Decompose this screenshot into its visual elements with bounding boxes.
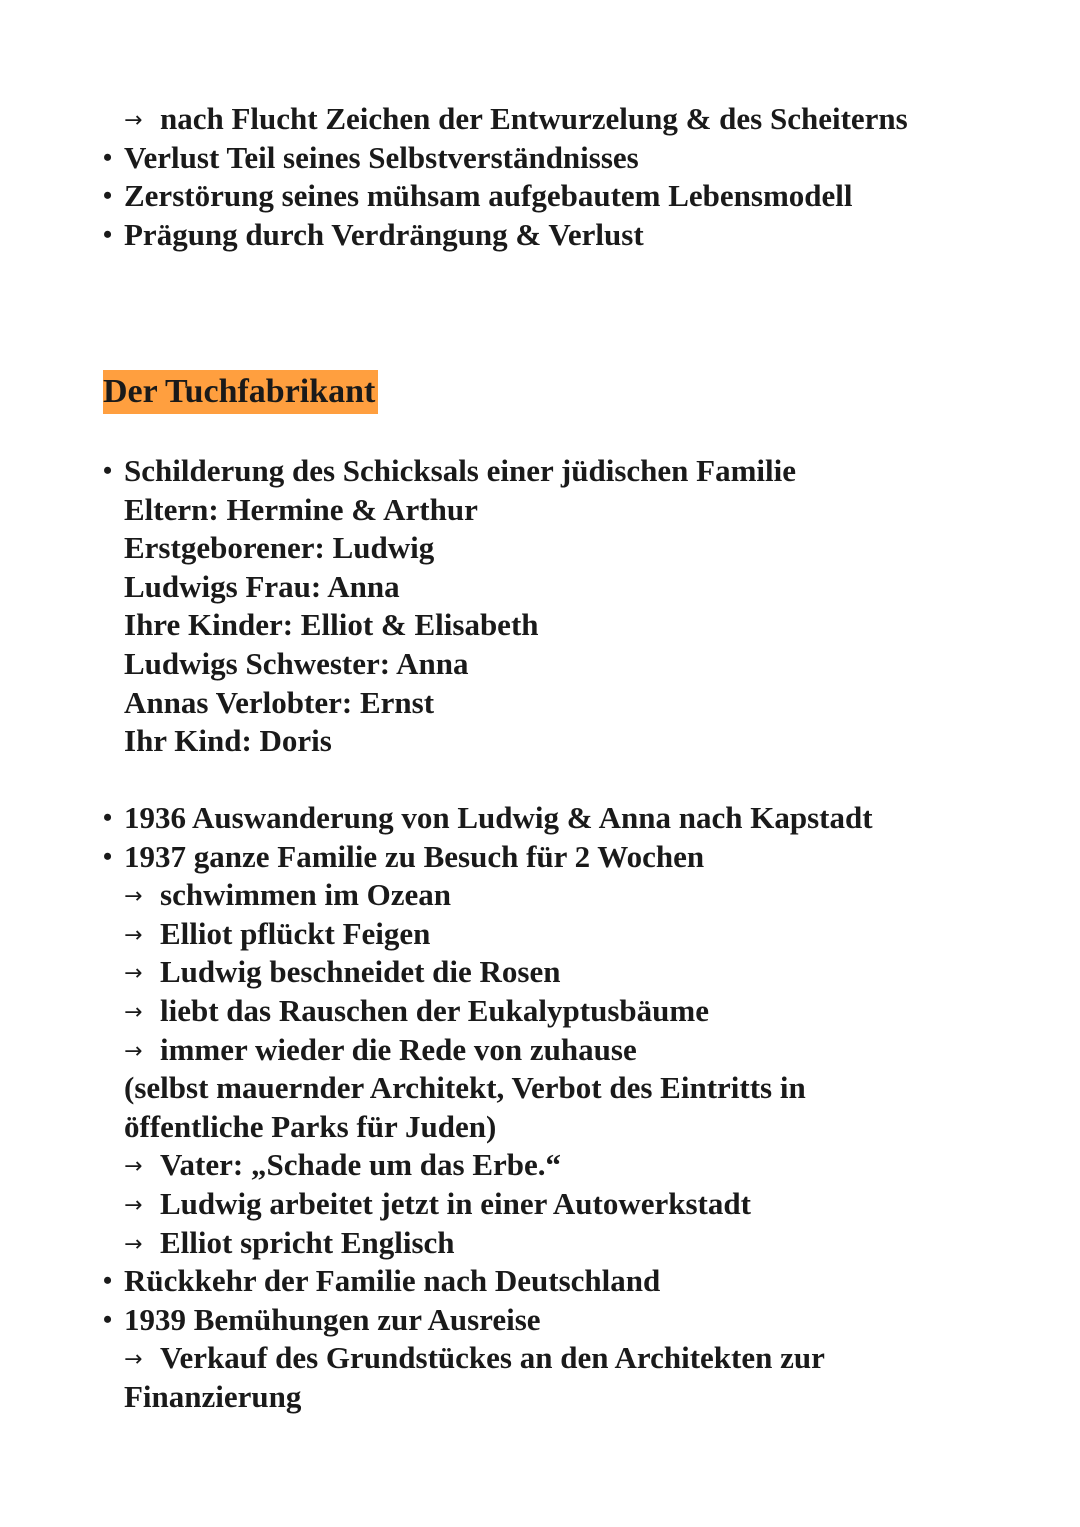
arrow-text: Elliot pflückt Feigen	[160, 915, 431, 951]
bullet-item	[103, 1301, 1003, 1340]
family-line: Eltern: Hermine & Arthur	[124, 491, 478, 527]
bullet-item	[103, 177, 1003, 216]
arrow-icon: →	[124, 108, 143, 133]
bullet-item	[103, 1262, 1003, 1301]
arrow-item	[103, 1224, 1003, 1263]
family-line: Ihre Kinder: Elliot & Elisabeth	[124, 607, 539, 643]
arrow-icon: →	[124, 1038, 143, 1064]
bullet-text: Rückkehr der Familie nach Deutschland	[124, 1263, 661, 1299]
bullet-icon: •	[103, 181, 113, 211]
arrow-item	[103, 992, 1003, 1031]
arrow-item	[103, 1146, 1003, 1185]
bullet-item	[103, 216, 1003, 255]
bullet-text: Verlust Teil seines Selbstverständnisses	[124, 139, 639, 175]
arrow-text: schwimmen im Ozean	[160, 877, 452, 913]
arrow-item	[103, 953, 1003, 992]
bullet-text: Schilderung des Schicksals einer jüdischen Familie	[124, 453, 797, 488]
family-section	[103, 452, 1003, 761]
bullet-item	[103, 838, 1003, 877]
bullet-item	[103, 139, 1003, 178]
bullet-text: Zerstörung seines mühsam aufgebautem Lebensmodell	[124, 178, 853, 214]
events-section	[103, 799, 1003, 1417]
bullet-icon: •	[103, 456, 113, 485]
arrow-text: Vater: „Schade um das Erbe.“	[160, 1147, 562, 1183]
arrow-item	[103, 1031, 1003, 1070]
arrow-icon: →	[124, 1231, 143, 1257]
arrow-text: nach Flucht Zeichen der Entwurzelung & des Scheiterns	[160, 101, 908, 136]
continuation-line: Finanzierung	[124, 1378, 302, 1414]
arrow-icon: →	[124, 1347, 143, 1373]
bullet-icon: •	[103, 219, 113, 249]
family-line: Ihr Kind: Doris	[124, 723, 332, 759]
arrow-text: liebt das Rauschen der Eukalyptusbäume	[160, 992, 709, 1028]
family-line: Annas Verlobter: Ernst	[124, 684, 435, 720]
arrow-item	[103, 876, 1003, 915]
family-line: Erstgeborener: Ludwig	[124, 530, 435, 566]
bullet-text: 1936 Auswanderung von Ludwig & Anna nach Kapstadt	[124, 800, 873, 835]
arrow-text: Ludwig arbeitet jetzt in einer Autowerkstadt	[160, 1185, 751, 1221]
parenthetical-line: (selbst mauernder Architekt, Verbot des Eintritts in	[124, 1070, 806, 1106]
arrow-icon: →	[124, 961, 143, 987]
bullet-icon: •	[103, 1304, 113, 1334]
arrow-text: immer wieder die Rede von zuhause	[160, 1031, 637, 1067]
arrow-text: Elliot spricht Englisch	[160, 1224, 455, 1260]
bullet-text: 1937 ganze Familie zu Besuch für 2 Wochen	[124, 838, 705, 874]
bullet-icon: •	[103, 142, 113, 172]
bullet-icon: •	[103, 1266, 113, 1296]
arrow-icon: →	[124, 922, 143, 948]
arrow-item	[103, 915, 1003, 954]
family-line: Ludwigs Frau: Anna	[124, 568, 400, 604]
arrow-icon: →	[124, 1154, 143, 1180]
arrow-icon: →	[124, 1192, 143, 1218]
bullet-icon: •	[103, 803, 113, 832]
arrow-text: Verkauf des Grundstückes an den Architekten zur	[160, 1340, 825, 1376]
bullet-item	[103, 799, 1003, 838]
bullet-text: 1939 Bemühungen zur Ausreise	[124, 1301, 541, 1337]
arrow-text: Ludwig beschneidet die Rosen	[160, 954, 561, 990]
bullet-icon: •	[103, 841, 113, 871]
section-heading: Der Tuchfabrikant	[103, 370, 378, 414]
arrow-icon: →	[124, 884, 143, 910]
parenthetical-line: öffentliche Parks für Juden)	[124, 1108, 497, 1144]
arrow-item	[103, 1185, 1003, 1224]
family-line: Ludwigs Schwester: Anna	[124, 645, 469, 681]
bullet-text: Prägung durch Verdrängung & Verlust	[124, 216, 644, 252]
bullet-item	[103, 452, 1003, 491]
arrow-icon: →	[124, 999, 143, 1025]
arrow-item	[103, 1339, 1003, 1378]
arrow-item	[103, 100, 1003, 139]
top-section	[103, 100, 1003, 254]
